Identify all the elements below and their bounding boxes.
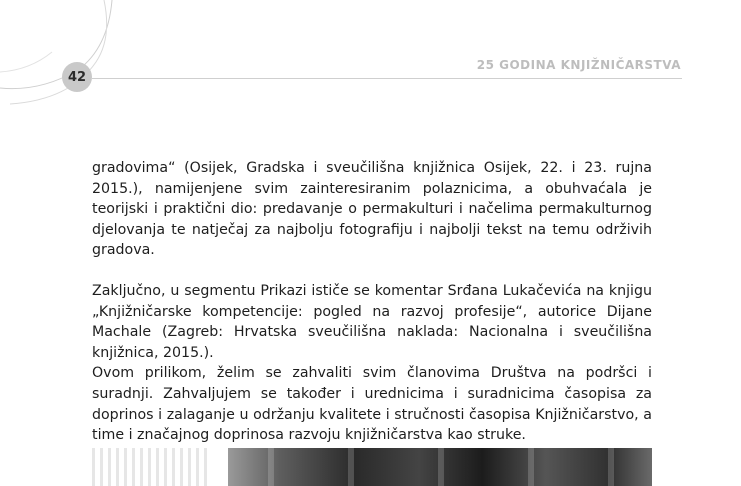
article-body <box>92 158 652 446</box>
page-number: 42 <box>67 69 87 85</box>
paragraph-cities-workshop: gradovima“ (Osijek, Gradska i sveučilišna knjižnica Osijek, 22. i 23. rujna 2015.), namijenjene svim zainteresiranim polaznicima, a obuhvaćala je teorijski i praktični dio: predavanje o permakulturi i načelima permakulturnog djelovanja te natječaj za najbolju fotografiju i najbolji tekst na temu održivih gradova. <box>92 160 652 259</box>
header-rule <box>92 78 682 79</box>
decorative-corner-arcs <box>0 0 140 110</box>
paragraph-reviews: Zaključno, u segmentu Prikazi ističe se komentar Srđana Lukačevića na knjigu „Knjižničarske kompetencije: pogled na razvoj profesije“, autorice Dijane Machale (Zagreb: Hrvatska sveučilišna naklada: Nacionalna i sveučilišna knjižnica, 2015.). <box>92 282 652 361</box>
photo-left-fragment <box>92 448 212 486</box>
paragraph-acknowledgements: Ovom prilikom, želim se zahvaliti svim članovima Društva na podršci i suradnji. Zahvaljujem se također i urednicima i suradnicima časopisa za doprinos i zalaganje u održanju kvalitete i stručnosti časopisa Knjižničarstvo, a time i značajnog doprinosa razvoju knjižničarstva kao struke. <box>92 365 652 444</box>
library-shelves-photo <box>228 448 652 486</box>
running-title: 25 GODINA KNJIŽNIČARSTVA <box>476 58 681 72</box>
page-number-badge <box>62 62 92 92</box>
